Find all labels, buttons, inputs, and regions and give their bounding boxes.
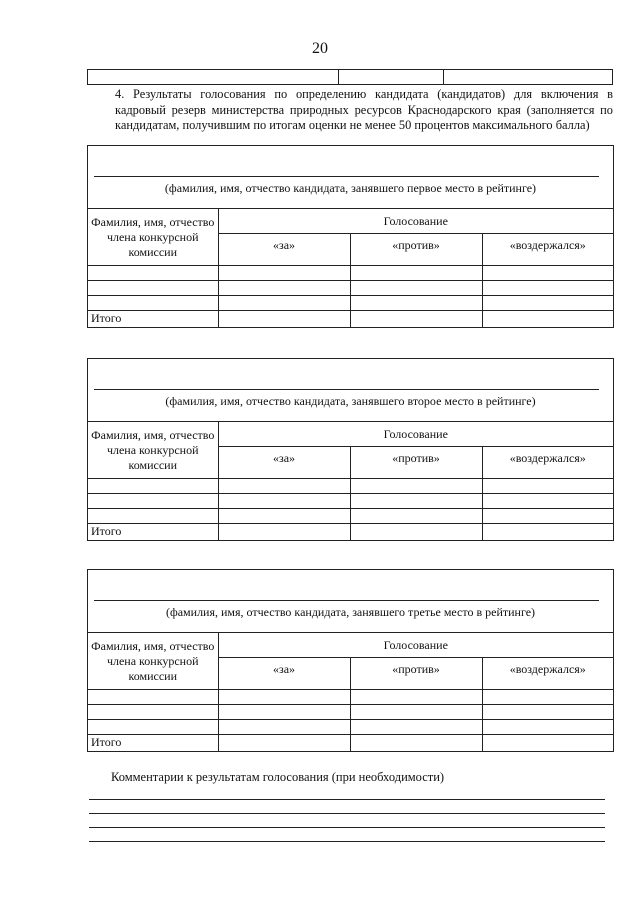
total-row <box>88 735 613 751</box>
member-cell[interactable] <box>88 720 218 735</box>
voting-table <box>88 422 613 540</box>
total-label: Итого <box>88 524 218 540</box>
vote-cell[interactable] <box>218 735 350 751</box>
comments-label: Комментарии к результатам голосования (при необходимости) <box>111 770 445 784</box>
table-row <box>88 509 613 524</box>
name-underline <box>94 600 599 601</box>
vote-cell[interactable] <box>218 296 350 311</box>
candidate-caption: (фамилия, имя, отчество кандидата, занявшего третье место в рейтинге) <box>165 605 536 619</box>
table-row <box>88 690 613 705</box>
vote-cell[interactable] <box>482 735 613 751</box>
vote-cell[interactable] <box>482 296 613 311</box>
vote-cell[interactable] <box>218 524 350 540</box>
fragment-cell <box>339 70 444 84</box>
vote-abstain-header: «воздержался» <box>482 447 613 479</box>
vote-for-header: «за» <box>218 234 350 266</box>
voting-header: Голосование <box>218 422 613 447</box>
comment-line[interactable] <box>89 799 605 800</box>
member-cell[interactable] <box>88 494 218 509</box>
candidate-caption: (фамилия, имя, отчество кандидата, занявшего первое место в рейтинге) <box>164 181 537 195</box>
previous-table-fragment <box>87 69 613 85</box>
voting-table <box>88 633 613 751</box>
vote-cell[interactable] <box>218 509 350 524</box>
total-row <box>88 524 613 540</box>
vote-cell[interactable] <box>482 524 613 540</box>
vote-abstain-header: «воздержался» <box>482 658 613 690</box>
vote-cell[interactable] <box>218 281 350 296</box>
vote-abstain-header: «воздержался» <box>482 234 613 266</box>
vote-cell[interactable] <box>350 296 482 311</box>
member-header: Фамилия, имя, отчество члена конкурсной комиссии <box>88 209 218 266</box>
vote-against-header: «против» <box>350 234 482 266</box>
table-row <box>88 479 613 494</box>
table-row <box>88 494 613 509</box>
comment-line[interactable] <box>89 841 605 842</box>
vote-cell[interactable] <box>482 494 613 509</box>
vote-cell[interactable] <box>350 735 482 751</box>
vote-for-header: «за» <box>218 658 350 690</box>
candidate-name-field[interactable] <box>88 359 613 422</box>
vote-cell[interactable] <box>482 690 613 705</box>
page-number: 20 <box>312 40 328 57</box>
vote-cell[interactable] <box>350 720 482 735</box>
vote-cell[interactable] <box>350 494 482 509</box>
comments-section <box>89 770 613 842</box>
vote-cell[interactable] <box>350 509 482 524</box>
vote-cell[interactable] <box>218 705 350 720</box>
member-cell[interactable] <box>88 479 218 494</box>
vote-cell[interactable] <box>482 311 613 327</box>
total-label: Итого <box>88 311 218 327</box>
member-cell[interactable] <box>88 705 218 720</box>
vote-cell[interactable] <box>482 281 613 296</box>
fragment-cell <box>88 70 339 84</box>
table-row <box>88 296 613 311</box>
candidate-block-2 <box>87 358 614 541</box>
comment-line[interactable] <box>89 827 605 828</box>
vote-cell[interactable] <box>350 524 482 540</box>
comment-line[interactable] <box>89 813 605 814</box>
candidate-block-3 <box>87 569 614 752</box>
vote-cell[interactable] <box>218 479 350 494</box>
name-underline <box>94 389 599 390</box>
member-cell[interactable] <box>88 296 218 311</box>
vote-cell[interactable] <box>350 705 482 720</box>
table-row <box>88 705 613 720</box>
member-header: Фамилия, имя, отчество члена конкурсной комиссии <box>88 422 218 479</box>
candidate-name-field[interactable] <box>88 146 613 209</box>
vote-cell[interactable] <box>350 690 482 705</box>
candidate-name-field[interactable] <box>88 570 613 633</box>
vote-for-header: «за» <box>218 447 350 479</box>
vote-cell[interactable] <box>218 720 350 735</box>
voting-table <box>88 209 613 327</box>
voting-header: Голосование <box>218 209 613 234</box>
vote-cell[interactable] <box>218 690 350 705</box>
total-label: Итого <box>88 735 218 751</box>
vote-cell[interactable] <box>350 266 482 281</box>
candidate-block-1 <box>87 145 614 328</box>
table-row <box>88 266 613 281</box>
vote-against-header: «против» <box>350 447 482 479</box>
member-cell[interactable] <box>88 281 218 296</box>
member-cell[interactable] <box>88 266 218 281</box>
section-4-heading <box>89 87 613 134</box>
vote-cell[interactable] <box>482 479 613 494</box>
vote-cell[interactable] <box>482 266 613 281</box>
table-row <box>88 281 613 296</box>
name-underline <box>94 176 599 177</box>
vote-cell[interactable] <box>350 281 482 296</box>
section-4-text: 4. Результаты голосования по определению кандидата (кандидатов) для включения в кадровый резерв министерства природных ресурсов Краснодарского края (заполняется по кандидатам, получившим по итогам оценки не менее 50 процентов максимального балла) <box>115 87 613 132</box>
vote-cell[interactable] <box>218 494 350 509</box>
vote-cell[interactable] <box>482 705 613 720</box>
vote-cell[interactable] <box>350 311 482 327</box>
vote-cell[interactable] <box>218 311 350 327</box>
member-cell[interactable] <box>88 509 218 524</box>
vote-cell[interactable] <box>350 479 482 494</box>
vote-cell[interactable] <box>482 720 613 735</box>
total-row <box>88 311 613 327</box>
vote-cell[interactable] <box>482 509 613 524</box>
table-row <box>88 720 613 735</box>
vote-cell[interactable] <box>218 266 350 281</box>
candidate-caption: (фамилия, имя, отчество кандидата, занявшего второе место в рейтинге) <box>165 394 536 408</box>
vote-against-header: «против» <box>350 658 482 690</box>
voting-header: Голосование <box>218 633 613 658</box>
member-cell[interactable] <box>88 690 218 705</box>
member-header: Фамилия, имя, отчество члена конкурсной комиссии <box>88 633 218 690</box>
